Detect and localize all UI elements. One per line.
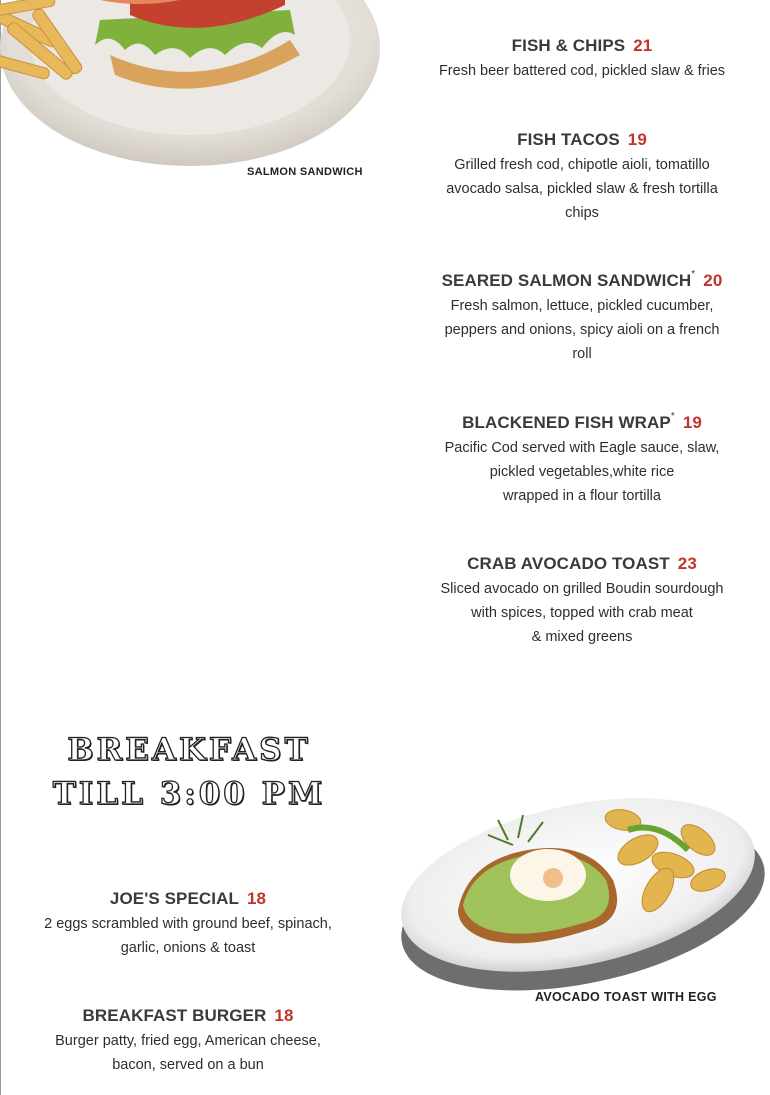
item-price: 23 [677, 554, 697, 573]
avocado-toast-caption: AVOCADO TOAST WITH EGG [535, 990, 717, 1004]
item-description: Fresh beer battered cod, pickled slaw & fries [438, 63, 726, 79]
menu-item-joes-special [28, 889, 348, 960]
item-title: FISH & CHIPS 21 [511, 36, 653, 55]
item-description: Grilled fresh cod, chipotle aioli, tomatillo avocado salsa, pickled slaw & fresh tortilla chips [446, 157, 718, 221]
item-description: 2 eggs scrambled with ground beef, spinach, garlic, onions & toast [44, 916, 332, 956]
avocado-toast-image [388, 780, 768, 990]
menu-item-fish-tacos [422, 130, 742, 225]
item-description: Pacific Cod served with Eagle sauce, slaw, pickled vegetables,white rice wrapped in a flour tortilla [444, 440, 720, 504]
breakfast-heading [34, 728, 344, 816]
item-price: 19 [682, 413, 702, 432]
salmon-sandwich-caption: SALMON SANDWICH [247, 166, 363, 178]
menu-item-blackened-fish-wrap [422, 413, 742, 508]
item-description: Fresh salmon, lettuce, pickled cucumber, peppers and onions, spicy aioli on a french roll [444, 298, 720, 362]
menu-item-crab-avocado-toast [422, 554, 742, 649]
menu-item-seared-salmon-sandwich [422, 271, 742, 366]
item-title: CRAB AVOCADO TOAST 23 [467, 554, 697, 573]
item-price: 18 [274, 1006, 294, 1025]
item-title: JOE'S SPECIAL 18 [109, 889, 267, 908]
item-title: BLACKENED FISH WRAP* 19 [462, 411, 702, 432]
item-description: Sliced avocado on grilled Boudin sourdough with spices, topped with crab meat & mixed greens [440, 581, 724, 645]
item-price: 18 [247, 889, 267, 908]
menu-item-fish-chips [422, 36, 742, 83]
menu-item-breakfast-burger [28, 1006, 348, 1077]
item-title: FISH TACOS 19 [517, 130, 647, 149]
item-price: 19 [627, 130, 647, 149]
breakfast-heading-line2: TILL 3:00 PM [52, 776, 326, 812]
item-price: 20 [703, 271, 723, 290]
breakfast-heading-line1: BREAKFAST [67, 732, 311, 768]
item-price: 21 [633, 36, 653, 55]
item-title: SEARED SALMON SANDWICH* 20 [441, 269, 723, 290]
item-title: BREAKFAST BURGER 18 [82, 1006, 294, 1025]
item-description: Burger patty, fried egg, American cheese, bacon, served on a bun [55, 1033, 321, 1073]
